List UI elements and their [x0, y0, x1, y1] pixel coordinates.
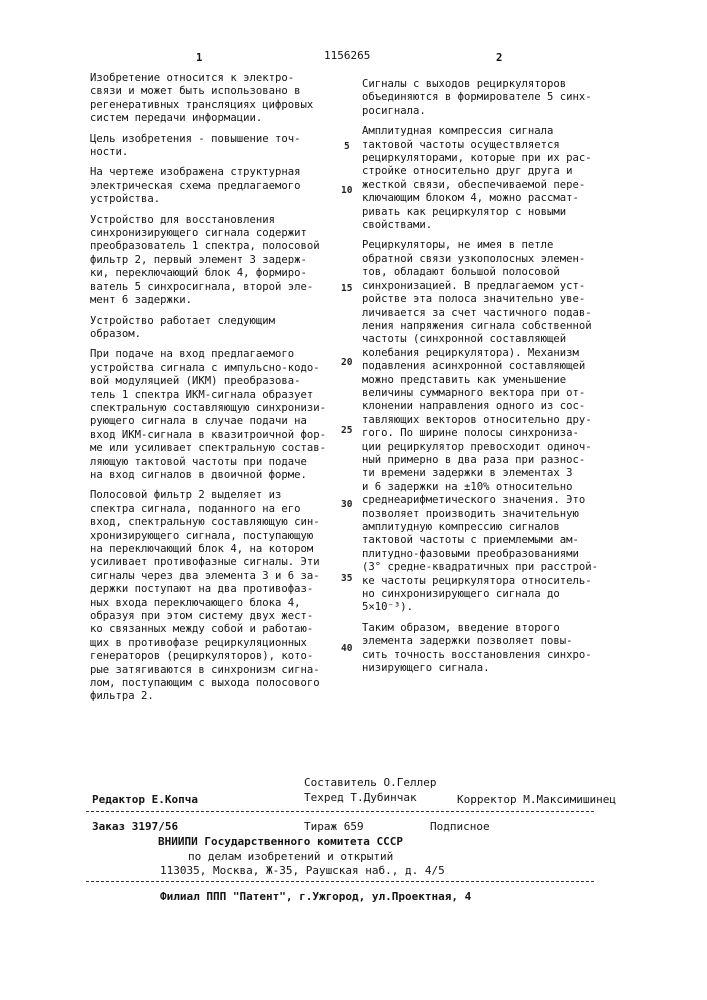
text-line: ный примерно в два раза при разнос-	[362, 454, 598, 467]
text-line: Сигналы с выходов рециркуляторов	[362, 78, 598, 91]
text-line: ти времени задержки в элементах 3	[362, 467, 598, 480]
corrector-line: Корректор М.Максимишинец	[457, 793, 616, 806]
text-line: систем передачи информации.	[90, 112, 326, 125]
text-line: рующего сигнала в случае подачи на	[90, 415, 326, 428]
text-line: Амплитудная компрессия сигнала	[362, 125, 598, 138]
text-line: подавления асинхронной составляющей	[362, 360, 598, 373]
text-line: свойствами.	[362, 219, 598, 232]
line-number: 5	[344, 140, 350, 153]
line-number: 10	[341, 184, 352, 197]
right-paragraph	[362, 239, 598, 614]
line-number: 15	[341, 282, 352, 295]
text-line: ривать как рециркулятор с новыми	[362, 206, 598, 219]
text-line: среднеарифметического значения. Это	[362, 494, 598, 507]
line-number: 40	[341, 642, 352, 655]
patent-number: 1156265	[324, 49, 370, 62]
right-paragraph	[362, 78, 598, 118]
text-line: рые затягиваются в синхронизм сигна-	[90, 664, 326, 677]
left-paragraph	[90, 348, 326, 482]
text-line: 5×10⁻³).	[362, 601, 598, 614]
org-address: 113035, Москва, Ж-35, Раушская наб., д. 4/5	[160, 864, 445, 877]
text-line: ции рециркулятор превосходит одиноч-	[362, 441, 598, 454]
text-line: При подаче на вход предлагаемого	[90, 348, 326, 361]
text-line: ко связанных между собой и работаю-	[90, 623, 326, 636]
text-line: на вход сигналов в двоичной форме.	[90, 469, 326, 482]
text-line: На чертеже изображена структурная	[90, 166, 326, 179]
text-line: росигнала.	[362, 105, 598, 118]
text-line: синхронизацией. В предлагаемом уст-	[362, 280, 598, 293]
text-line: вход, спектральную составляющую син-	[90, 516, 326, 529]
text-line: объединяются в формирователе 5 синх-	[362, 91, 598, 104]
left-column-text	[90, 72, 326, 711]
text-line: сигналы через два элемента 3 и 6 за-	[90, 570, 326, 583]
right-paragraph	[362, 622, 598, 676]
text-line: ных входа переключающего блока 4,	[90, 597, 326, 610]
text-line: спектра сигнала, поданного на его	[90, 503, 326, 516]
text-line: тов, обладают большой полосовой	[362, 266, 598, 279]
right-column-number: 2	[496, 52, 502, 65]
text-line: ройстве эта полоса значительно уве-	[362, 293, 598, 306]
text-line: ляющую тактовой частоты при подаче	[90, 456, 326, 469]
text-line: фильтра 2.	[90, 690, 326, 703]
text-line: обратной связи узкополосных элемен-	[362, 253, 598, 266]
subscription: Подписное	[430, 820, 490, 833]
text-line: ме или усиливает спектральную состав-	[90, 442, 326, 455]
text-line: стройке относительно друг друга и	[362, 165, 598, 178]
text-line: ки, переключающий блок 4, формиро-	[90, 267, 326, 280]
text-line: элемента задержки позволяет повы-	[362, 635, 598, 648]
text-line: устройства.	[90, 193, 326, 206]
text-line: Рециркуляторы, не имея в петле	[362, 239, 598, 252]
text-line: вой модуляцией (ИКМ) преобразова-	[90, 375, 326, 388]
left-paragraph	[90, 214, 326, 308]
line-number: 35	[341, 572, 352, 585]
text-line: устройства сигнала с импульсно-кодо-	[90, 362, 326, 375]
text-line: фильтр 2, первый элемент 3 задерж-	[90, 254, 326, 267]
text-line: жесткой связи, обеспечиваемой пере-	[362, 179, 598, 192]
text-line: спектральную составляющую синхронизи-	[90, 402, 326, 415]
text-line: гого. По ширине полосы синхрониза-	[362, 427, 598, 440]
right-column-text	[362, 78, 598, 682]
text-line: (3° средне-квадратичных при расстрой-	[362, 561, 598, 574]
text-line: мент 6 задержки.	[90, 294, 326, 307]
text-line: Цель изобретения - повышение точ-	[90, 133, 326, 146]
text-line: ке частоты рециркулятора относитель-	[362, 575, 598, 588]
text-line: тавляющих векторов относительно дру-	[362, 414, 598, 427]
text-line: ватель 5 синхросигнала, второй эле-	[90, 281, 326, 294]
text-line: преобразователь 1 спектра, полосовой	[90, 240, 326, 253]
text-line: частоты (синхронной составляющей	[362, 333, 598, 346]
text-line: щих в противофазе рециркуляционных	[90, 637, 326, 650]
left-column-number: 1	[196, 52, 202, 65]
order-number: Заказ 3197/56	[92, 820, 178, 833]
text-line: Полосовой фильтр 2 выделяет из	[90, 489, 326, 502]
left-paragraph	[90, 489, 326, 704]
text-line: можно представить как уменьшение	[362, 374, 598, 387]
text-line: амплитудную компрессию сигналов	[362, 521, 598, 534]
text-line: низирующего сигнала.	[362, 662, 598, 675]
text-line: личивается за счет частичного подав-	[362, 307, 598, 320]
text-line: Устройство работает следующим	[90, 315, 326, 328]
org-line-1: ВНИИПИ Государственного комитета СССР	[158, 835, 403, 848]
text-line: на переключающий блок 4, на котором	[90, 543, 326, 556]
text-line: ключающим блоком 4, можно рассмат-	[362, 192, 598, 205]
text-line: и 6 задержки на ±10% относительно	[362, 481, 598, 494]
left-paragraph	[90, 133, 326, 160]
text-line: тель 1 спектра ИКМ-сигнала образует	[90, 389, 326, 402]
text-line: регенеративных трансляциях цифровых	[90, 99, 326, 112]
text-line: Устройство для восстановления	[90, 214, 326, 227]
text-line: синхронизирующего сигнала содержит	[90, 227, 326, 240]
text-line: тактовой частоты осуществляется	[362, 139, 598, 152]
right-paragraph	[362, 125, 598, 232]
text-line: держки поступают на два противофаз-	[90, 583, 326, 596]
text-line: хронизирующего сигнала, поступающую	[90, 530, 326, 543]
line-number: 25	[341, 424, 352, 437]
text-line: клонении направления одного из сос-	[362, 400, 598, 413]
text-line: Таким образом, введение второго	[362, 622, 598, 635]
left-paragraph	[90, 166, 326, 206]
line-number: 20	[341, 356, 352, 369]
text-line: Изобретение относится к электро-	[90, 72, 326, 85]
text-line: сить точность восстановления синхро-	[362, 649, 598, 662]
text-line: образуя при этом систему двух жест-	[90, 610, 326, 623]
techred-line: Техред Т.Дубинчак	[304, 791, 417, 804]
text-line: плитудно-фазовыми преобразованиями	[362, 548, 598, 561]
text-line: электрическая схема предлагаемого	[90, 180, 326, 193]
text-line: вход ИКМ-сигнала в квазитроичной фор-	[90, 429, 326, 442]
footer-divider-top	[86, 811, 594, 812]
text-line: но синхронизирующего сигнала до	[362, 588, 598, 601]
left-paragraph	[90, 315, 326, 342]
compiler-line: Составитель О.Геллер	[304, 776, 436, 789]
circulation: Тираж 659	[304, 820, 364, 833]
text-line: связи и может быть использовано в	[90, 85, 326, 98]
text-line: ности.	[90, 146, 326, 159]
text-line: генераторов (рециркуляторов), кото-	[90, 650, 326, 663]
text-line: усиливает противофазные сигналы. Эти	[90, 556, 326, 569]
text-line: колебания рециркулятора). Механизм	[362, 347, 598, 360]
text-line: ления напряжения сигнала собственной	[362, 320, 598, 333]
line-number: 30	[341, 498, 352, 511]
text-line: позволяет производить значительную	[362, 508, 598, 521]
text-line: лом, поступающим с выхода полосового	[90, 677, 326, 690]
text-line: рециркуляторами, которые при их рас-	[362, 152, 598, 165]
left-paragraph	[90, 72, 326, 126]
patent-page	[0, 0, 707, 1000]
editor-line: Редактор Е.Копча	[92, 793, 198, 806]
footer-divider-bottom	[86, 881, 594, 882]
text-line: величины суммарного вектора при от-	[362, 387, 598, 400]
text-line: образом.	[90, 328, 326, 341]
org-line-2: по делам изобретений и открытий	[188, 850, 393, 863]
branch-line: Филиал ППП "Патент", г.Ужгород, ул.Проектная, 4	[160, 890, 471, 903]
text-line: тактовой частоты с приемлемыми ам-	[362, 534, 598, 547]
